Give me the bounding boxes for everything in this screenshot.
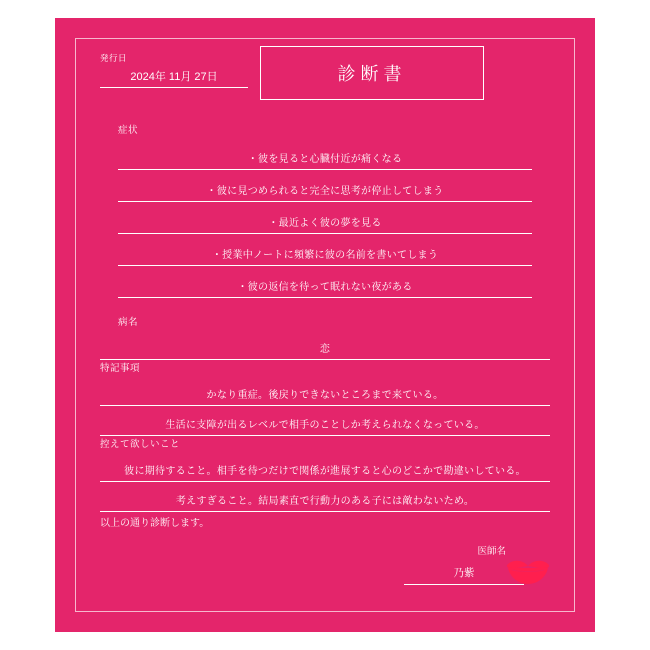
note-text: 生活に支障が出るレベルで相手のことしか考えられなくなっている。	[165, 420, 485, 431]
symptoms-label: 症状	[118, 125, 139, 136]
note-row	[100, 406, 550, 436]
symptoms-list	[100, 138, 550, 298]
title-box	[260, 46, 484, 100]
certificate-content	[100, 46, 550, 612]
symptom-row	[118, 202, 532, 234]
symptom-text: ・彼を見ると心臓付近が痛くなる	[247, 154, 403, 165]
disease-label: 病名	[118, 317, 139, 328]
symptom-row	[118, 266, 532, 298]
request-row	[100, 452, 550, 482]
spacer	[100, 298, 550, 314]
disease-value: 恋	[319, 344, 331, 355]
disease-row	[100, 330, 550, 360]
spacer	[100, 112, 550, 122]
symptom-text: ・授業中ノートに頻繁に彼の名前を書いてしまう	[211, 250, 439, 261]
request-row	[100, 482, 550, 512]
symptom-text: ・彼に見つめられると完全に思考が停止してしまう	[206, 186, 444, 197]
notes-label: 特記事項	[100, 363, 141, 374]
issue-date-value: 2024年 11月 27日	[100, 68, 248, 88]
closing-statement: 以上の通り診断します。	[100, 518, 210, 529]
doctor-label: 医師名	[477, 546, 506, 557]
symptom-row	[118, 234, 532, 266]
issue-date-label: 発行日	[100, 53, 128, 63]
lips-stamp-icon	[506, 559, 550, 585]
page-title: 診断書	[337, 64, 407, 84]
note-row	[100, 376, 550, 406]
symptom-text: ・彼の返信を待って眠れない夜がある	[237, 282, 413, 293]
symptom-text: ・最近よく彼の夢を見る	[268, 218, 382, 229]
symptom-row	[118, 138, 532, 170]
certificate-header	[100, 46, 550, 112]
certificate-page	[55, 18, 595, 632]
issue-date-block	[100, 52, 248, 88]
request-text: 彼に期待すること。相手を待つだけで関係が進展すると心のどこかで勘違いしている。	[124, 466, 526, 477]
request-text: 考えすぎること。結局素直で行動力のある子には敵わないため。	[175, 496, 475, 507]
note-text: かなり重症。後戻りできないところまで来ている。	[206, 390, 444, 401]
symptom-row	[118, 170, 532, 202]
doctor-signature-block	[100, 543, 550, 603]
doctor-name: 乃紫	[453, 567, 475, 579]
requests-label: 控えて欲しいこと	[100, 439, 181, 450]
